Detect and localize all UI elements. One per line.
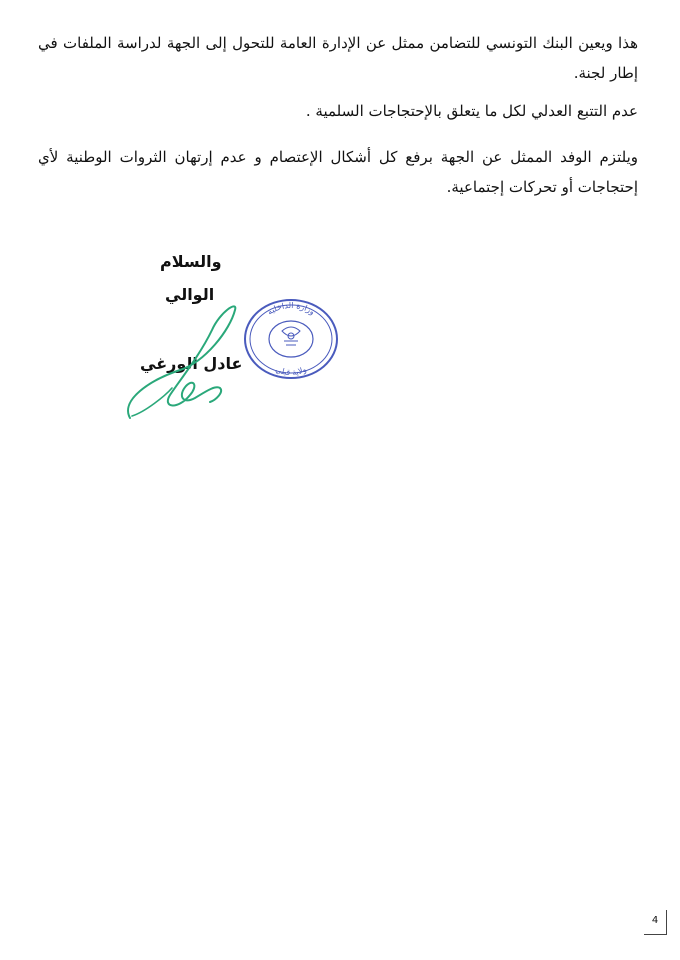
closing-salutation: والسلام bbox=[160, 252, 222, 271]
page-number-box bbox=[644, 910, 667, 935]
official-stamp bbox=[242, 297, 340, 381]
signatory-name: عادل الورغي bbox=[140, 354, 243, 373]
stamp-bottom-text: ولاية قبلي bbox=[274, 364, 308, 378]
signatory-title: الوالي bbox=[165, 285, 215, 304]
page-number: 4 bbox=[651, 915, 659, 926]
stamp-top-text: وزارة الداخلية bbox=[265, 300, 317, 317]
paragraph-delegation-commitment: ويلتزم الوفد الممثل عن الجهة برفع كل أشكال الإعتصام و عدم إرتهان الثروات الوطنية لأي إحتجاجات أو تحركات إجتماعية. bbox=[38, 148, 638, 196]
svg-text:ولاية قبلي bbox=[274, 365, 308, 377]
handwritten-signature bbox=[120, 300, 250, 425]
paragraph-bank-committee: هذا ويعين البنك التونسي للتضامن ممثل عن الإدارة العامة للتحول إلى الجهة لدراسة الملفات في إطار لجنة. bbox=[38, 34, 638, 82]
paragraph-no-prosecution: عدم التتبع العدلي لكل ما يتعلق بالإحتجاجات السلمية . bbox=[305, 102, 638, 120]
